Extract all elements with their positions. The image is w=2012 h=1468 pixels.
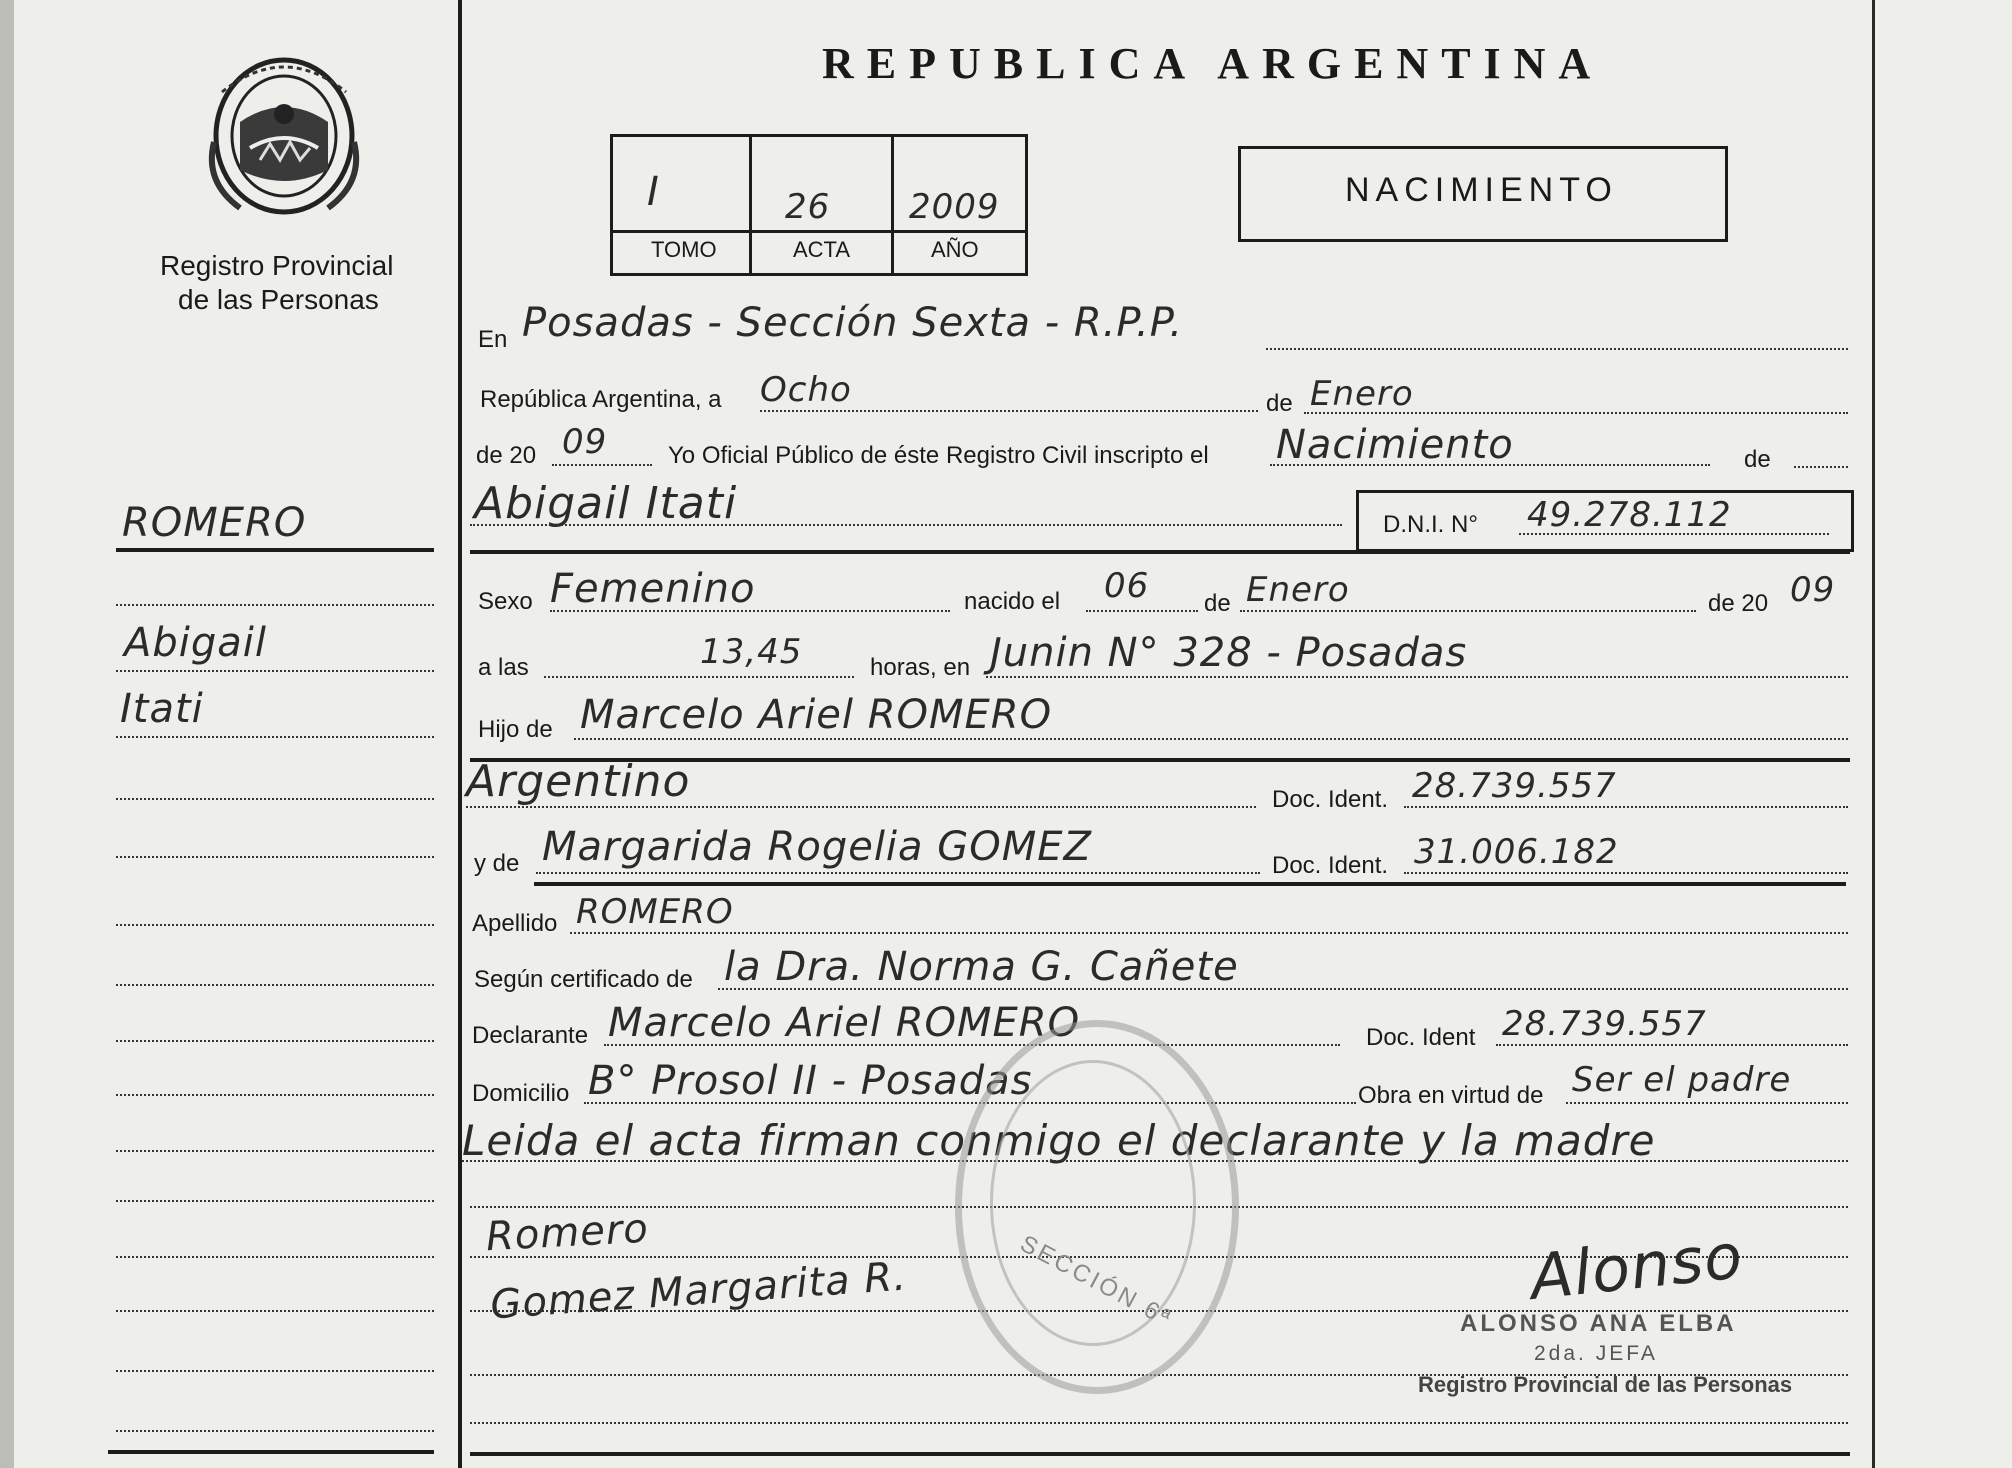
tomo-label: TOMO	[651, 237, 717, 262]
left-margin-column	[0, 0, 458, 1468]
official-name: ALONSO ANA ELBA	[1460, 1310, 1737, 1337]
provincial-seal-icon	[200, 52, 368, 224]
dni-box	[1356, 490, 1854, 552]
margin-line	[116, 736, 434, 738]
margin-line	[116, 1256, 434, 1258]
table-divider	[891, 137, 894, 273]
nacido-year: 09	[1790, 570, 1836, 610]
month-value: Enero	[1310, 374, 1414, 414]
right-border	[1872, 0, 1875, 1468]
dni-value: 49.278.112	[1527, 495, 1732, 535]
margin-line	[116, 984, 434, 986]
declarante-doc: 28.739.557	[1502, 1004, 1707, 1044]
oficial-label: Yo Oficial Público de éste Registro Civil inscripto el	[668, 442, 1209, 469]
margin-name1: Abigail	[124, 620, 267, 666]
margin-line	[116, 1094, 434, 1096]
registry-name-line1: Registro Provincial	[160, 250, 394, 281]
margin-line	[116, 856, 434, 858]
field-line	[1240, 610, 1696, 612]
official-role: 2da. JEFA	[1534, 1342, 1658, 1365]
acta-label: ACTA	[793, 237, 851, 262]
act-type: NACIMIENTO	[1345, 171, 1618, 209]
field-line	[1304, 412, 1848, 414]
en-value: Posadas - Sección Sexta - R.P.P.	[522, 300, 1184, 346]
field-line	[470, 1422, 1848, 1424]
ano-label: AÑO	[931, 237, 979, 262]
column-divider	[458, 0, 462, 1468]
madre-value: Margarida Rogelia GOMEZ	[542, 824, 1092, 870]
margin-line	[116, 1370, 434, 1372]
de20-label: de 20	[476, 442, 537, 469]
field-line	[466, 806, 1256, 808]
obra-label: Obra en virtud de	[1358, 1082, 1544, 1109]
domicilio-label: Domicilio	[472, 1080, 570, 1107]
apellido-value: ROMERO	[576, 892, 734, 932]
en-label: En	[478, 326, 508, 353]
field-line	[1270, 464, 1710, 466]
signature-madre: Gomez Margarita R.	[488, 1253, 909, 1329]
padre-doc: 28.739.557	[1412, 766, 1617, 806]
margin-line	[116, 670, 434, 672]
stamp-text: SECCIÓN 6ª	[1015, 1230, 1177, 1333]
segun-label: Según certificado de	[474, 966, 693, 993]
country-title: REPUBLICA ARGENTINA	[822, 39, 1604, 88]
section-rule	[534, 882, 1846, 886]
padre-value: Marcelo Ariel ROMERO	[580, 692, 1053, 738]
table-divider	[749, 137, 752, 273]
ano-value: 2009	[909, 187, 1000, 227]
leida-value: Leida el acta firman conmigo el declarante y la madre	[462, 1116, 1656, 1165]
field-line	[470, 524, 1342, 526]
sexo-label: Sexo	[478, 588, 533, 615]
margin-line	[116, 1150, 434, 1152]
nacido-label: nacido el	[964, 588, 1061, 615]
sexo-value: Femenino	[550, 566, 756, 612]
yde-label: y de	[474, 850, 520, 877]
field-line	[584, 1102, 1356, 1104]
record-table	[610, 134, 1028, 276]
field-line	[1086, 610, 1198, 612]
field-line	[1794, 466, 1848, 468]
margin-line	[116, 924, 434, 926]
de-label-2: de	[1744, 446, 1771, 473]
field-line	[718, 988, 1848, 990]
signature-official: Alonso	[1526, 1219, 1747, 1314]
field-line	[550, 610, 950, 612]
doc-label-2: Doc. Ident.	[1272, 852, 1389, 879]
field-line	[1566, 1102, 1848, 1104]
padre-nacionalidad: Argentino	[466, 756, 691, 807]
de20-label-2: de 20	[1708, 590, 1769, 617]
doc-label: Doc. Ident.	[1272, 786, 1389, 813]
signature-declarante: Romero	[484, 1205, 650, 1261]
margin-line	[116, 1310, 434, 1312]
lugar-value: Junin N° 328 - Posadas	[990, 630, 1468, 676]
obra-value: Ser el padre	[1572, 1060, 1792, 1100]
section-rule	[470, 550, 1850, 554]
de-label: de	[1266, 390, 1293, 417]
year-value: 09	[562, 422, 608, 462]
margin-surname: ROMERO	[122, 500, 307, 546]
hora-value: 13,45	[700, 632, 803, 672]
official-office: Registro Provincial de las Personas	[1418, 1372, 1793, 1397]
apellido-label: Apellido	[472, 910, 558, 937]
section-rule	[470, 1452, 1850, 1456]
margin-line	[116, 1430, 434, 1432]
field-line	[1266, 348, 1848, 350]
nombre-value: Abigail Itati	[474, 478, 738, 529]
field-line	[1404, 872, 1848, 874]
de-label-3: de	[1204, 590, 1231, 617]
nacido-day: 06	[1104, 566, 1150, 606]
field-line	[986, 676, 1848, 678]
margin-line	[116, 1040, 434, 1042]
registry-name-line2: de las Personas	[178, 284, 379, 315]
margin-line	[108, 1450, 434, 1454]
horas-label: horas, en	[870, 654, 971, 681]
alas-label: a las	[478, 654, 529, 681]
margin-line	[116, 1200, 434, 1202]
dni-label: D.N.I. N°	[1383, 511, 1478, 538]
field-line	[574, 738, 1848, 740]
act-type-box	[1238, 146, 1728, 242]
republica-label: República Argentina, a	[480, 386, 722, 413]
domicilio-value: B° Prosol II - Posadas	[588, 1058, 1033, 1104]
field-line	[570, 932, 1848, 934]
madre-doc: 31.006.182	[1414, 832, 1619, 872]
field-line	[760, 410, 1258, 412]
field-line	[1496, 1044, 1848, 1046]
margin-line	[116, 604, 434, 606]
hijo-label: Hijo de	[478, 716, 553, 743]
field-line	[536, 872, 1260, 874]
field-line	[604, 1044, 1340, 1046]
table-divider	[613, 230, 1025, 233]
margin-line	[116, 548, 434, 552]
tomo-value: I	[647, 169, 660, 215]
nacido-month: Enero	[1246, 570, 1350, 610]
field-line	[1519, 533, 1829, 535]
margin-name2: Itati	[120, 686, 204, 732]
day-value: Ocho	[760, 370, 852, 410]
certificado-value: la Dra. Norma G. Cañete	[724, 944, 1239, 990]
inscripto-value: Nacimiento	[1276, 422, 1514, 468]
declarante-value: Marcelo Ariel ROMERO	[608, 1000, 1081, 1046]
margin-line	[116, 798, 434, 800]
declarante-label: Declarante	[472, 1022, 589, 1049]
field-line	[544, 676, 854, 678]
doc-label-3: Doc. Ident	[1366, 1024, 1476, 1051]
field-line	[1404, 806, 1848, 808]
field-line	[552, 464, 652, 466]
acta-value: 26	[785, 187, 831, 227]
